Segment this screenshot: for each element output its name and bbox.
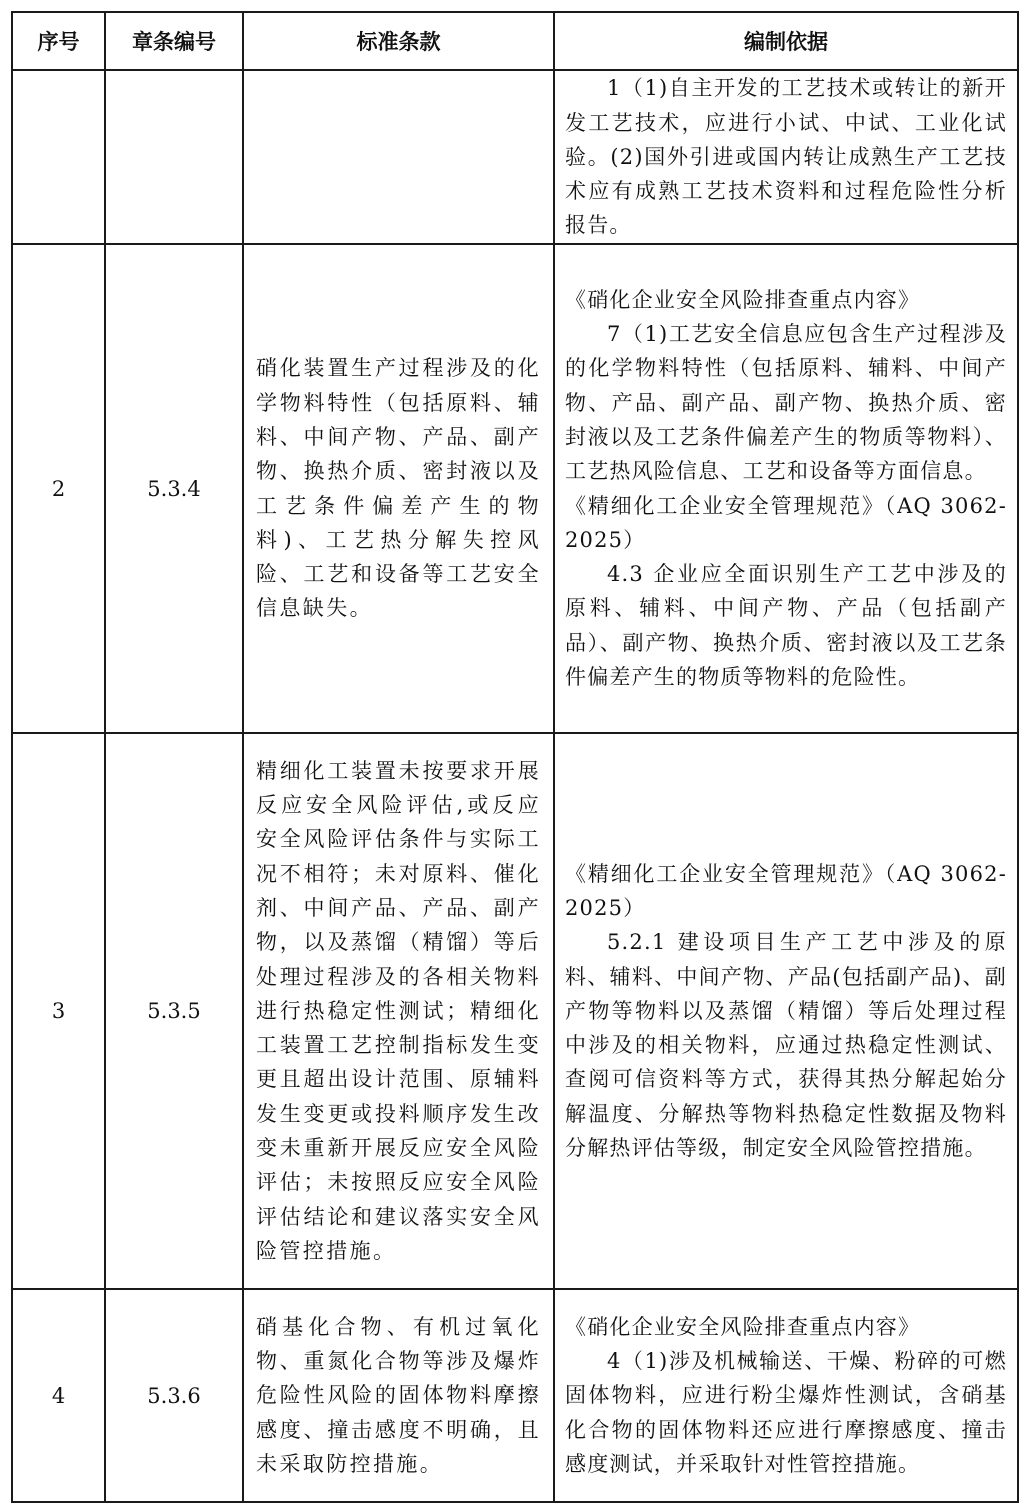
- cell-serial-no: [12, 70, 105, 244]
- cell-basis: [554, 244, 1018, 733]
- table-row: [12, 1289, 1018, 1502]
- cell-standard-clause: [243, 733, 554, 1289]
- basis-source-title: 《精细化工企业安全管理规范》（AQ 3062-2025）: [565, 861, 1007, 920]
- header-basis: 编制依据: [554, 12, 1018, 70]
- table-row: [12, 733, 1018, 1289]
- basis-source-title: 《精细化工企业安全管理规范》（AQ 3062-2025）: [565, 493, 1007, 552]
- cell-section-no: 5.3.5: [105, 733, 243, 1289]
- standard-text: 精细化工装置未按要求开展反应安全风险评估,或反应安全风险评估条件与实际工况不相符；未对原料、催化剂、中间产品、产品、副产物，以及蒸馏（精馏）等后处理过程涉及的各相关物料进行热稳定性测试；精细化工装置工艺控制指标发生变更且超出设计范围、原辅料发生变更或投料顺序发生改变未重新开展反应安全风险评估；未按照反应安全风险评估结论和建议落实安全风险管控措施。: [256, 758, 541, 1263]
- cell-serial-no: 2: [12, 244, 105, 733]
- basis-paragraph: 5.2.1 建设项目生产工艺中涉及的原料、辅料、中间产物、产品(包括副产品)、副产物等物料以及蒸馏（精馏）等后处理过程中涉及的相关物料，应通过热稳定性测试、查阅可信资料等方式，获得其热分解起始分解温度、分解热等物料热稳定性数据及物料分解热评估等级，制定安全风险管控措施。: [565, 930, 1007, 1161]
- cell-basis: [554, 70, 1018, 244]
- cell-basis: [554, 1289, 1018, 1502]
- cell-section-no: 5.3.6: [105, 1289, 243, 1502]
- cell-standard-clause: [243, 70, 554, 244]
- cell-basis: [554, 733, 1018, 1289]
- standard-text: 硝基化合物、有机过氧化物、重氮化合物等涉及爆炸危险性风险的固体物料摩擦感度、撞击感度不明确，且未采取防控措施。: [256, 1314, 541, 1476]
- basis-source-title: 《硝化企业安全风险排查重点内容》: [565, 1314, 921, 1339]
- basis-paragraph: 7（1)工艺安全信息应包含生产过程涉及的化学物料特性（包括原料、辅料、中间产物、产品、副产品、副产物、换热介质、密封液以及工艺条件偏差产生的物质等物料）、工艺热风险信息、工艺和设备等方面信息。: [565, 322, 1007, 484]
- header-section-no: 章条编号: [105, 12, 243, 70]
- cell-section-no: [105, 70, 243, 244]
- table-row: [12, 70, 1018, 244]
- cell-standard-clause: [243, 244, 554, 733]
- cell-standard-clause: [243, 1289, 554, 1502]
- standards-table: [11, 11, 1019, 1503]
- cell-serial-no: 4: [12, 1289, 105, 1502]
- header-row: [12, 12, 1018, 70]
- basis-paragraph: 4.3 企业应全面识别生产工艺中涉及的原料、辅料、中间产物、产品（包括副产品）、副产物、换热介质、密封液以及工艺条件偏差产生的物质等物料的危险性。: [565, 562, 1007, 689]
- header-standard-clause: 标准条款: [243, 12, 554, 70]
- cell-serial-no: 3: [12, 733, 105, 1289]
- basis-source-title: 《硝化企业安全风险排查重点内容》: [565, 287, 921, 312]
- standard-text: 硝化装置生产过程涉及的化学物料特性（包括原料、辅料、中间产物、产品、副产物、换热介质、密封液以及工艺条件偏差产生的物料)、工艺热分解失控风险、工艺和设备等工艺安全信息缺失。: [256, 356, 541, 621]
- table-row: [12, 244, 1018, 733]
- cell-section-no: 5.3.4: [105, 244, 243, 733]
- basis-paragraph: 1（1)自主开发的工艺技术或转让的新开发工艺技术，应进行小试、中试、工业化试验。(2)国外引进或国内转让成熟生产工艺技术应有成熟工艺技术资料和过程危险性分析报告。: [565, 76, 1007, 238]
- header-serial-no: 序号: [12, 12, 105, 70]
- basis-paragraph: 4（1)涉及机械输送、干燥、粉碎的可燃固体物料，应进行粉尘爆炸性测试，含硝基化合物的固体物料还应进行摩擦感度、撞击感度测试，并采取针对性管控措施。: [565, 1349, 1007, 1476]
